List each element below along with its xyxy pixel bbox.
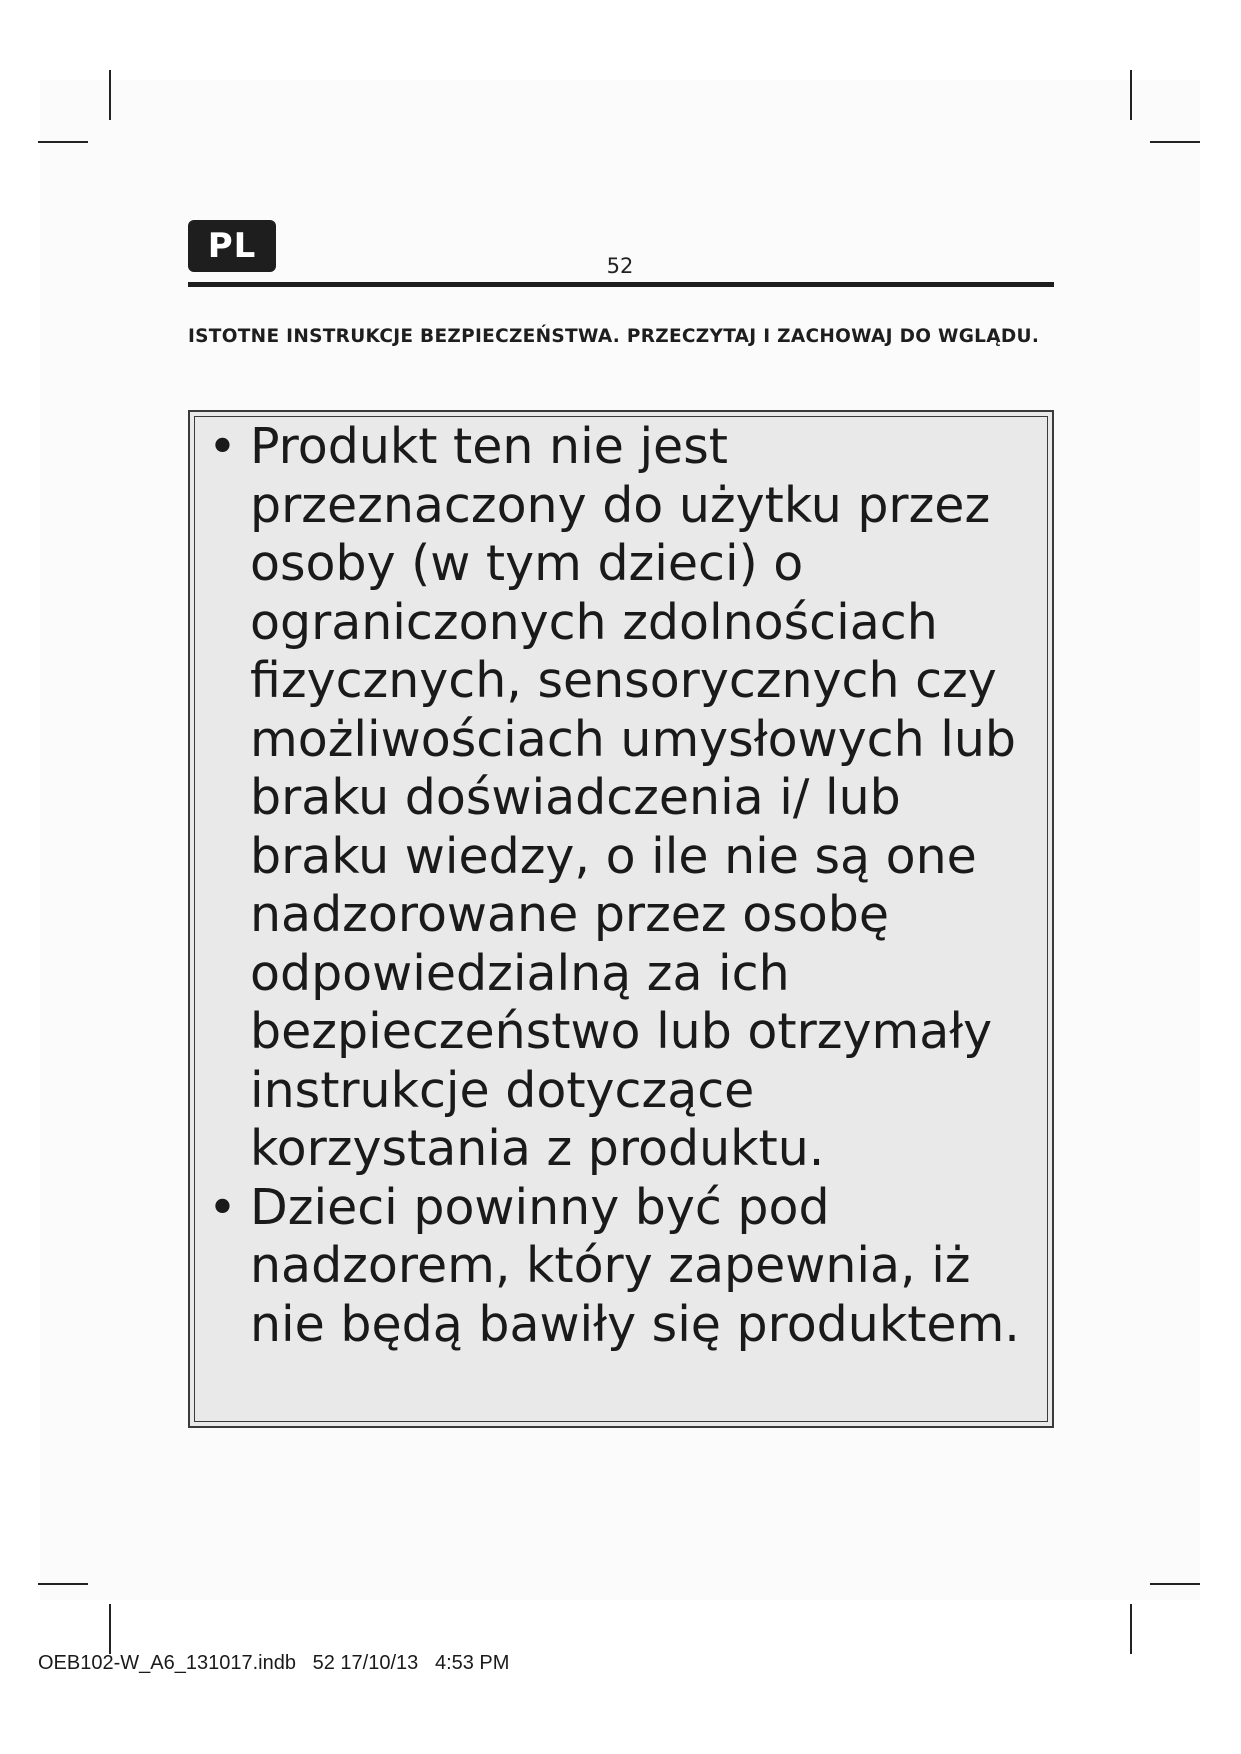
crop-mark-top-left-vertical (109, 70, 111, 120)
crop-mark-top-left-horizontal (38, 141, 88, 143)
crop-mark-top-right-horizontal (1150, 141, 1200, 143)
warning-list (208, 418, 1048, 1354)
crop-mark-top-right-vertical (1130, 70, 1132, 120)
crop-mark-bottom-left-horizontal (38, 1583, 88, 1585)
safety-heading: ISTOTNE INSTRUKCJE BEZPIECZEŃSTWA. PRZECZYTAJ I ZACHOWAJ DO WGLĄDU. (188, 326, 1040, 347)
page-number: 52 (606, 254, 634, 278)
print-slug: OEB102-W_A6_131017.indb 52 17/10/13 4:53 PM (38, 1652, 510, 1674)
header-rule (188, 282, 1054, 287)
language-badge: PL (188, 220, 276, 272)
warning-text: Dzieci powinny być pod nadzorem, który zapewnia, iż nie będą bawiły się produktem. (250, 1178, 1020, 1353)
bullet-icon: • (208, 1178, 237, 1236)
warning-item-children-play (208, 1179, 1048, 1355)
crop-mark-bottom-right-horizontal (1150, 1583, 1200, 1585)
warning-text: Produkt ten nie jest przeznaczony do użytku przez osoby (w tym dzieci) o ograniczonych zdolnościach fizycznych, sensorycznych czy możliwościach umysłowych lub braku doświadczenia i/ lub braku wiedzy, o ile nie są one nadzorowane przez osobę odpowiedzialną za ich bezpieczeństwo lub otrzymały instrukcje dotyczące korzystania z produktu. (250, 418, 1017, 1177)
crop-mark-bottom-right-vertical (1130, 1604, 1132, 1654)
warning-box (188, 410, 1054, 1428)
crop-mark-bottom-left-vertical (109, 1604, 111, 1654)
warning-item-supervision-requirement (208, 418, 1048, 1179)
bullet-icon: • (208, 418, 237, 475)
